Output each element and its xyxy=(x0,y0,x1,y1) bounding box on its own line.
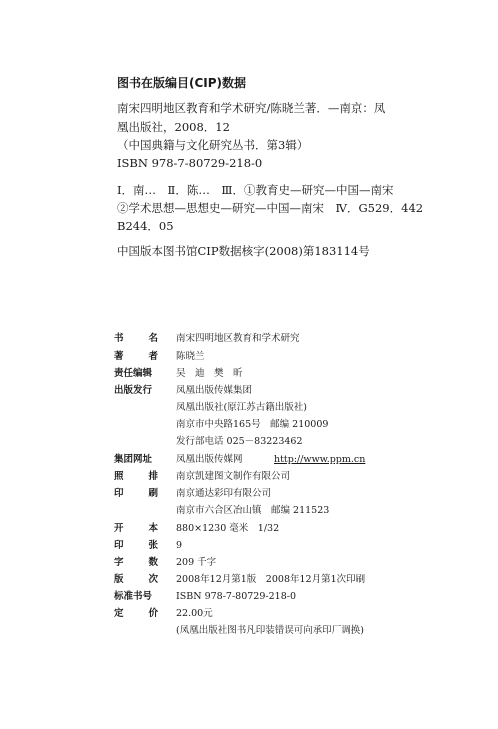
colophon-label: 定 价 xyxy=(114,608,158,619)
colophon-label: 著 者 xyxy=(114,351,158,362)
cip-line: ISBN 978-7-80729-218-0 xyxy=(117,156,263,170)
cip-line: Ⅰ．南… Ⅱ．陈… Ⅲ．①教育史—研究—中国—南宋 xyxy=(117,183,394,197)
printing-address: 南京市六合区冶山镇 邮编 211523 xyxy=(176,505,330,516)
colophon-label: 集团网址 xyxy=(114,454,153,465)
cip-line: B244．05 xyxy=(117,219,174,233)
colophon-label: 书 名 xyxy=(114,333,158,344)
colophon-label: 印 刷 xyxy=(114,488,158,499)
isbn-number: ISBN 978-7-80729-218-0 xyxy=(176,591,296,602)
colophon-label: 印 张 xyxy=(114,540,158,551)
colophon-label: 责任编辑 xyxy=(114,368,153,379)
responsible-editor: 吴 迪 樊 昕 xyxy=(176,368,243,379)
website-url[interactable]: http://www.ppm.cn xyxy=(274,454,366,465)
colophon-label: 字 数 xyxy=(114,557,158,568)
book-price: 22.00元 xyxy=(176,608,213,619)
publisher-name: 凤凰出版社(原江苏古籍出版社) xyxy=(176,402,307,413)
colophon-label: 开 本 xyxy=(114,523,158,534)
colophon-label: 标准书号 xyxy=(114,591,153,602)
publisher-phone: 发行部电话 025－83223462 xyxy=(176,436,303,447)
cip-heading: 图书在版编目(CIP)数据 xyxy=(117,76,247,90)
book-author: 陈晓兰 xyxy=(176,351,205,362)
book-format: 880×1230 毫米 1/32 xyxy=(176,523,280,534)
cip-data-number: 中国版本图书馆CIP数据核字(2008)第183114号 xyxy=(117,244,370,258)
cip-line: 凰出版社，2008．12 xyxy=(117,120,230,134)
cip-line: 南宋四明地区教育和学术研究/陈晓兰著．—南京：凤 xyxy=(117,101,386,115)
printing-company: 南京通达彩印有限公司 xyxy=(176,488,272,499)
colophon-label: 版 次 xyxy=(114,574,158,585)
publisher-address: 南京市中央路165号 邮编 210009 xyxy=(176,419,329,430)
print-error-notice: (凤凰出版社图书凡印装错误可向承印厂调换) xyxy=(176,625,364,636)
printed-sheets: 9 xyxy=(176,540,183,551)
book-title: 南宋四明地区教育和学术研究 xyxy=(176,333,300,344)
cip-line: ②学术思想—思想史—研究—中国—南宋 Ⅳ．G529．442 xyxy=(117,201,424,215)
word-count: 209 千字 xyxy=(176,557,217,568)
colophon-label: 出版发行 xyxy=(114,385,153,396)
cip-line: （中国典籍与文化研究丛书．第3辑） xyxy=(117,138,309,152)
website-name: 凤凰出版传媒网 xyxy=(176,454,243,465)
edition-info: 2008年12月第1版 2008年12月第1次印刷 xyxy=(176,574,366,585)
typesetting-company: 南京凯建图文制作有限公司 xyxy=(176,471,291,482)
colophon-label: 照 排 xyxy=(114,471,158,482)
publisher-group: 凤凰出版传媒集团 xyxy=(176,385,253,396)
